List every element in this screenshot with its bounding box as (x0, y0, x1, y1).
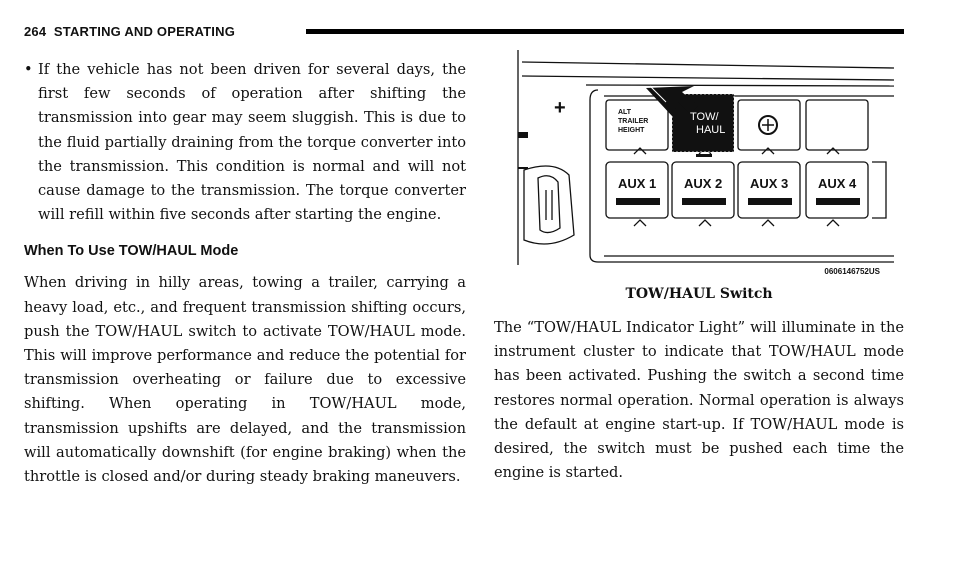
left-column (24, 58, 466, 489)
aux3-label: AUX 3 (750, 176, 789, 191)
bullet-text: If the vehicle has not been driven for several days, the first few seconds of operation after shifting the transmission into gear may seem sluggish. This is due to the fluid partially draining from the torque converter into the transmission. This condition is normal and will not cause damage to the transmission. The torque converter will refill within five seconds after starting the engine. (38, 61, 466, 224)
aux1-label: AUX 1 (618, 176, 657, 191)
switch-panel-illustration (494, 50, 894, 276)
tow-haul-line2: HAUL (696, 124, 726, 136)
plus-symbol: + (554, 97, 566, 119)
tow-haul-figure (494, 50, 894, 276)
alt-label-line1: ALT (618, 109, 632, 116)
section-title: STARTING AND OPERATING (53, 24, 236, 39)
aux2-label: AUX 2 (684, 176, 723, 191)
page-header (24, 24, 904, 42)
section-heading: When To Use TOW/HAUL Mode (24, 243, 239, 260)
bullet-dot: • (24, 61, 33, 78)
bullet-item (24, 58, 466, 227)
header-rule (306, 29, 904, 34)
alt-label-line2: TRAILER (618, 118, 649, 125)
tow-haul-line1: TOW/ (690, 111, 719, 123)
header-title (24, 24, 235, 39)
right-column (494, 50, 904, 485)
alt-label-line3: HEIGHT (618, 127, 645, 134)
left-paragraph: When driving in hilly areas, towing a trailer, carrying a heavy load, etc., and frequent transmission shifting occurs, push the TOW/HAUL switch to activate TOW/HAUL mode. This will improve performance and reduce the potential for transmission overheating or failure due to excessive shifting. When operating in TOW/HAUL mode, transmission upshifts are delayed, and the transmission will automatically downshift (for engine braking) when the throttle is closed and/or during steady braking maneuvers. (24, 274, 466, 486)
page-number: 264 (24, 24, 47, 39)
figure-caption: TOW/HAUL Switch (625, 286, 773, 302)
right-paragraph: The “TOW/HAUL Indicator Light” will illuminate in the instrument cluster to indicate that TOW/HAUL mode has been activated. Pushing the switch a second time restores normal operation. Normal operation is always the default at engine start-up. If TOW/HAUL mode is desired, the switch must be pushed each time the engine is started. (494, 319, 904, 482)
figure-code: 0606146752US (824, 267, 880, 276)
aux4-label: AUX 4 (818, 176, 857, 191)
